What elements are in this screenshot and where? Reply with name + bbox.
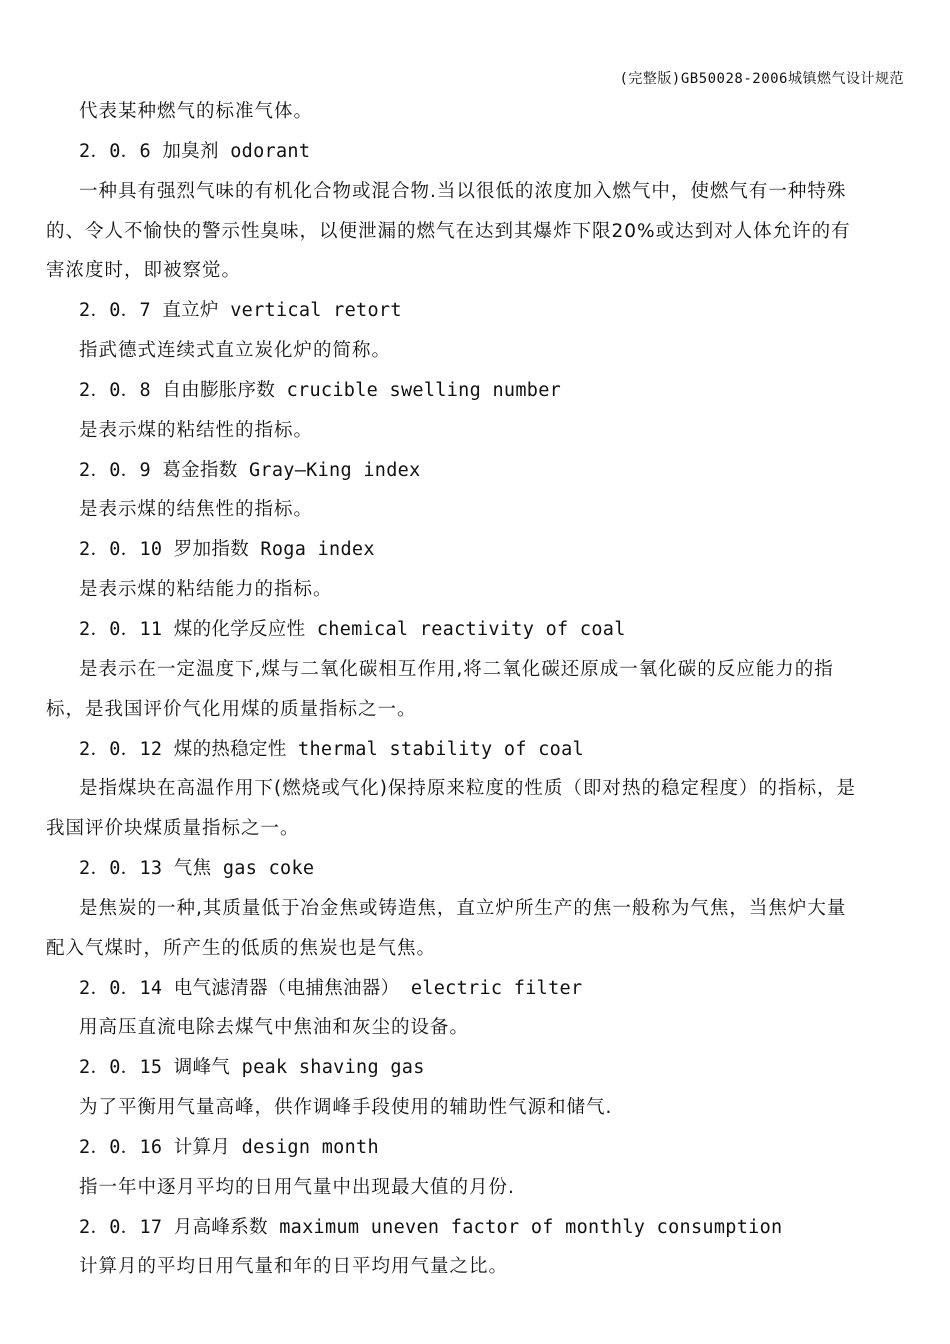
term-heading: 2．0．8 自由膨胀序数 crucible swelling number (79, 379, 562, 401)
term-heading: 2．0．10 罗加指数 Roga index (79, 539, 375, 561)
term-heading: 2．0．12 煤的热稳定性 thermal stability of coal (79, 738, 584, 760)
text-line: 是指煤块在高温作用下(燃烧或气化)保持原来粒度的性质（即对热的稳定程度）的指标，是 (79, 778, 856, 800)
term-heading: 2．0．16 计算月 design month (79, 1136, 379, 1158)
text-line: 一种具有强烈气味的有机化合物或混合物.当以很低的浓度加入燃气中，使燃气有一种特殊 (79, 180, 847, 202)
text-line: 的、令人不愉快的警示性臭味，以便泄漏的燃气在达到其爆炸下限20%或达到对人体允许的有 (46, 220, 851, 242)
text-line: 害浓度时，即被察觉。 (46, 260, 242, 282)
term-heading: 2．0．11 煤的化学反应性 chemical reactivity of coal (79, 618, 626, 640)
term-heading: 2．0．7 直立炉 vertical retort (79, 300, 402, 322)
text-line: 是表示煤的结焦性的指标。 (79, 499, 314, 521)
text-line: 指武德式连续式直立炭化炉的简称。 (79, 340, 392, 362)
text-line: 配入气煤时，所产生的低质的焦炭也是气焦。 (46, 937, 437, 959)
text-line: 是焦炭的一种,其质量低于冶金焦或铸造焦，直立炉所生产的焦一般称为气焦，当焦炉大量 (79, 897, 847, 919)
text-line: 是表示煤的粘结性的指标。 (79, 419, 314, 441)
term-heading: 2．0．17 月高峰系数 maximum uneven factor of monthly consumption (79, 1216, 783, 1238)
document-body (46, 92, 906, 1287)
text-line: 标，是我国评价气化用煤的质量指标之一。 (46, 698, 417, 720)
text-line: 用高压直流电除去煤气中焦油和灰尘的设备。 (79, 1017, 470, 1039)
term-heading: 2．0．14 电气滤清器（电捕焦油器） electric filter (79, 977, 583, 999)
text-line: 是表示煤的粘结能力的指标。 (79, 579, 333, 601)
text-line: 代表某种燃气的标准气体。 (79, 101, 314, 122)
text-line: 我国评价块煤质量指标之一。 (46, 818, 300, 840)
text-line: 计算月的平均日用气量和年的日平均用气量之比。 (79, 1256, 509, 1278)
text-line: 是表示在一定温度下,煤与二氧化碳相互作用,将二氧化碳还原成一氧化碳的反应能力的指 (79, 658, 834, 680)
term-heading: 2．0．6 加臭剂 odorant (79, 140, 311, 162)
running-header: (完整版)GB50028-2006城镇燃气设计规范 (619, 71, 904, 87)
term-heading: 2．0．15 调峰气 peak shaving gas (79, 1057, 425, 1079)
text-line: 为了平衡用气量高峰，供作调峰手段使用的辅助性气源和储气. (79, 1097, 613, 1119)
text-line: 指一年中逐月平均的日用气量中出现最大值的月份. (79, 1176, 515, 1198)
term-heading: 2．0．13 气焦 gas coke (79, 858, 315, 880)
term-heading: 2．0．9 葛金指数 Gray—King index (79, 459, 421, 481)
